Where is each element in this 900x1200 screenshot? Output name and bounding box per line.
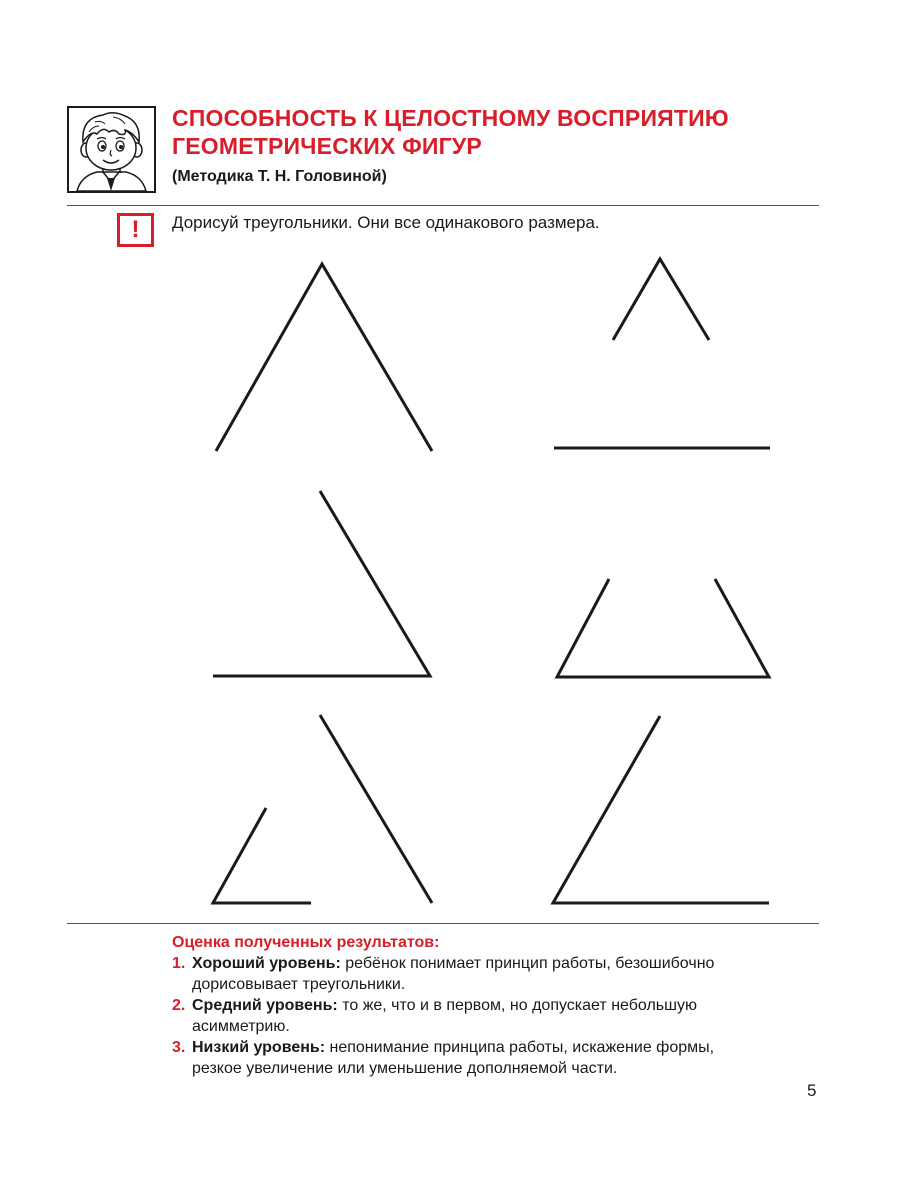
result-text: то же, что и в первом, но допускает небольшую — [337, 997, 697, 1014]
results-heading: Оценка полученных результатов: — [172, 934, 440, 951]
page-number: 5 — [807, 1081, 817, 1100]
result-number: 1. — [172, 955, 186, 972]
result-item — [172, 1037, 822, 1079]
result-item — [172, 995, 822, 1037]
result-text: непонимание принципа работы, искажение формы, — [325, 1039, 715, 1056]
result-level: Хороший уровень: — [192, 955, 341, 972]
attention-icon: ! — [117, 213, 154, 247]
result-level: Низкий уровень: — [192, 1039, 326, 1056]
task-instruction: Дорисуй треугольники. Они все одинакового размера. — [172, 213, 600, 232]
result-text-cont: асимметрию. — [192, 1018, 290, 1035]
bottom-divider — [67, 923, 819, 924]
triangle-6-incomplete — [553, 716, 769, 903]
result-number: 2. — [172, 997, 186, 1014]
results-section — [172, 932, 822, 1079]
title-line-1: СПОСОБНОСТЬ К ЦЕЛОСТНОМУ ВОСПРИЯТИЮ — [172, 105, 729, 131]
result-level: Средний уровень: — [192, 997, 338, 1014]
triangle-3-incomplete — [213, 491, 430, 676]
method-subtitle: (Методика Т. Н. Головиной) — [172, 168, 387, 185]
result-item — [172, 953, 822, 995]
triangle-2-incomplete — [554, 259, 770, 448]
triangle-1-incomplete — [216, 264, 432, 451]
result-text-cont: дорисовывает треугольники. — [192, 976, 406, 993]
result-text-cont: резкое увеличение или уменьшение дополняемой части. — [192, 1060, 618, 1077]
result-text: ребёнок понимает принцип работы, безошибочно — [340, 955, 715, 972]
triangle-5-incomplete — [213, 715, 432, 903]
result-number: 3. — [172, 1039, 186, 1056]
title-line-2: ГЕОМЕТРИЧЕСКИХ ФИГУР — [172, 133, 482, 159]
triangle-4-incomplete — [557, 579, 769, 677]
